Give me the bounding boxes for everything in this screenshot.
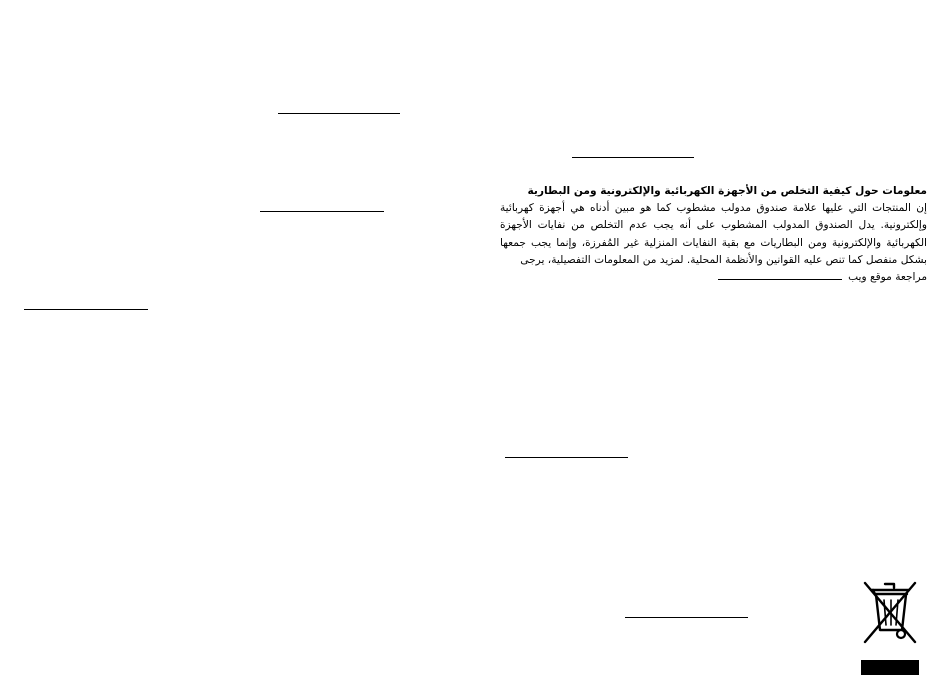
- blank-line-3: [260, 211, 384, 212]
- blank-line-4: [24, 309, 148, 310]
- weee-info-website-line: [500, 269, 927, 286]
- blank-line-1: [278, 113, 400, 114]
- weee-info-body: إن المنتجات التي عليها علامة صندوق مدولب مشطوب كما هو مبين أدناه هي أجهزة كهربائية وإلكترونية. يدل الصندوق المدولب المشطوب على أنه يجب عدم التخلص من نفايات الأجهزة الكهربائية والإلكترونية ومن البطاريات مع بقية النفايات المنزلية غير المُفرزة، وإنما يجب جمعها بشكل منفصل كما تنص عليه القوانين والأنظمة المحلية. لمزيد من المعلومات التفصيلية، يرجى: [500, 202, 927, 266]
- weee-info-website-text: مراجعة موقع ويب: [848, 271, 927, 284]
- crossed-out-wheelie-bin-icon: [860, 578, 920, 678]
- weee-info-title: معلومات حول كيفية التخلص من الأجهزة الكهربائية والإلكترونية ومن البطارية: [527, 185, 927, 197]
- blank-line-2: [572, 157, 694, 158]
- weee-info-section: [500, 183, 927, 286]
- website-blank-line: [718, 269, 842, 280]
- blank-line-6: [625, 617, 748, 618]
- blank-line-5: [505, 457, 628, 458]
